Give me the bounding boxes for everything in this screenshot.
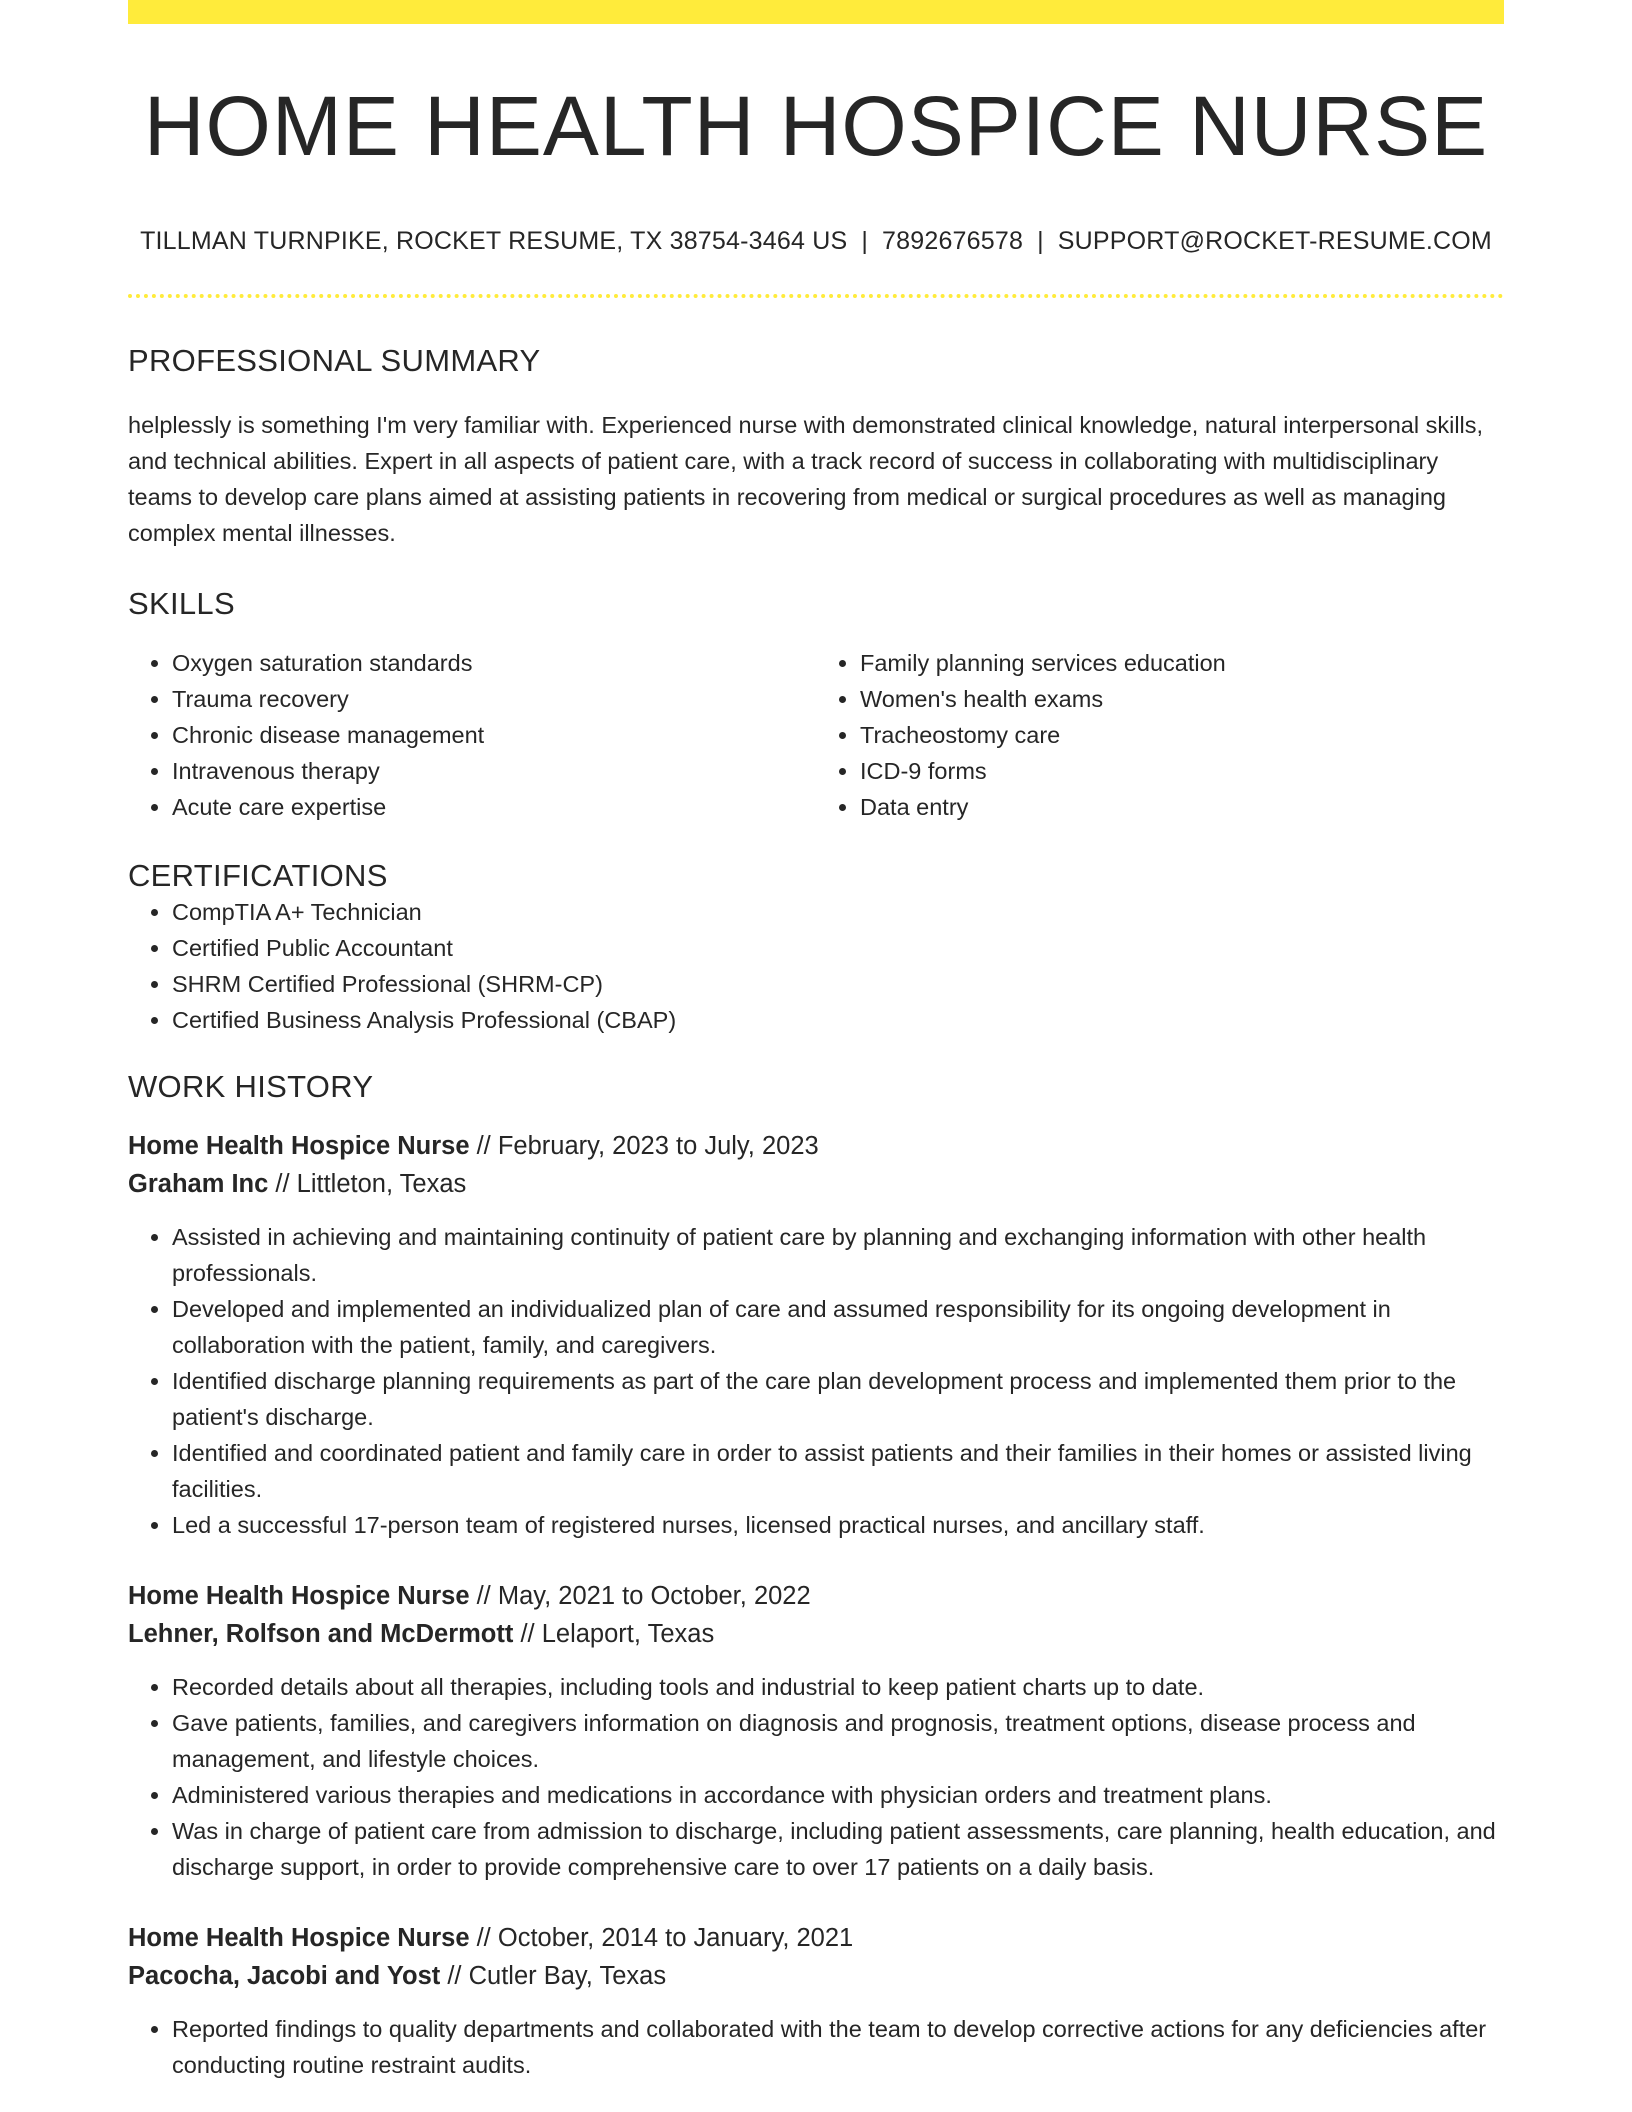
section-title-work-history: WORK HISTORY (128, 1068, 374, 1104)
skill-item: • Family planning services education (860, 645, 1504, 681)
job-bullet: • Developed and implemented an individualized plan of care and assumed responsibility for its ongoing development in collaboration with the patient, family, and caregivers. (172, 1291, 1504, 1363)
job-title-line (128, 1127, 1504, 1165)
certifications-list (128, 894, 1504, 1038)
skills-grid (128, 645, 1504, 825)
summary-text: helplessly is something I'm very familiar with. Experienced nurse with demonstrated clinical knowledge, natural interpersonal skills, and technical abilities. Expert in all aspects of patient care, with a track record of success in collaborating with multidisciplinary teams to develop care plans aimed at assisting patients in recovering from medical or surgical procedures as well as managing complex mental illnesses. (128, 412, 1484, 547)
skills-list-left (128, 645, 816, 825)
job-title: Home Health Hospice Nurse (128, 1131, 470, 1160)
skill-item: • ICD-9 forms (860, 753, 1504, 789)
resume-page (128, 0, 1504, 2083)
contact-separator: | (861, 227, 869, 256)
job-bullets (128, 1669, 1504, 1885)
job-entry-2 (128, 1577, 1504, 1885)
job-title-line (128, 1577, 1504, 1615)
skill-item: • Women's health exams (860, 681, 1504, 717)
job-bullet: • Identified discharge planning requirements as part of the care plan development process and implemented them prior to the patient's discharge. (172, 1363, 1504, 1435)
job-bullets (128, 2011, 1504, 2083)
job-bullets (128, 1219, 1504, 1543)
job-location: // Cutler Bay, Texas (440, 1961, 667, 1990)
skills-list-right (816, 645, 1504, 825)
job-title-line (128, 1919, 1504, 1957)
job-bullet: • Gave patients, families, and caregivers information on diagnosis and prognosis, treatment options, disease process and management, and lifestyle choices. (172, 1705, 1504, 1777)
section-title-certifications: CERTIFICATIONS (128, 857, 388, 893)
top-accent-bar (128, 0, 1504, 24)
job-bullet: • Recorded details about all therapies, including tools and industrial to keep patient charts up to date. (172, 1669, 1504, 1705)
job-entry-3 (128, 1919, 1504, 2083)
contact-address: TILLMAN TURNPIKE, ROCKET RESUME, TX 38754-3464 US (140, 227, 848, 256)
dotted-divider (128, 294, 1504, 298)
section-title-skills: SKILLS (128, 586, 235, 622)
job-bullet: • Assisted in achieving and maintaining continuity of patient care by planning and exchanging information with other health professionals. (172, 1219, 1504, 1291)
certification-item: • CompTIA A+ Technician (172, 894, 1504, 930)
job-dates: // May, 2021 to October, 2022 (469, 1581, 811, 1610)
job-company-line (128, 1615, 1504, 1653)
contact-email[interactable]: SUPPORT@ROCKET-RESUME.COM (1057, 227, 1492, 256)
job-company: Graham Inc (128, 1169, 269, 1198)
skill-item: • Intravenous therapy (172, 753, 816, 789)
resume-name: HOME HEALTH HOSPICE NURSE (143, 79, 1489, 173)
job-dates: // October, 2014 to January, 2021 (469, 1923, 854, 1952)
job-dates: // February, 2023 to July, 2023 (469, 1131, 819, 1160)
contact-separator: | (1037, 227, 1044, 256)
job-title: Home Health Hospice Nurse (128, 1581, 470, 1610)
certification-item: • Certified Business Analysis Professional (CBAP) (172, 1002, 1504, 1038)
certification-item: • SHRM Certified Professional (SHRM-CP) (172, 966, 1504, 1002)
skill-item: • Oxygen saturation standards (172, 645, 816, 681)
skill-item: • Data entry (860, 789, 1504, 825)
job-bullet: • Led a successful 17-person team of registered nurses, licensed practical nurses, and ancillary staff. (172, 1507, 1504, 1543)
job-bullet: • Reported findings to quality departments and collaborated with the team to develop corrective actions for any deficiencies after conducting routine restraint audits. (172, 2011, 1504, 2083)
job-bullet: • Identified and coordinated patient and family care in order to assist patients and their families in their homes or assisted living facilities. (172, 1435, 1504, 1507)
certification-item: • Certified Public Accountant (172, 930, 1504, 966)
job-location: // Littleton, Texas (268, 1169, 467, 1198)
skill-item: • Tracheostomy care (860, 717, 1504, 753)
job-company: Lehner, Rolfson and McDermott (128, 1619, 514, 1648)
job-title: Home Health Hospice Nurse (128, 1923, 470, 1952)
contact-phone[interactable]: 7892676578 (882, 227, 1024, 256)
skill-item: • Chronic disease management (172, 717, 816, 753)
job-company-line (128, 1957, 1504, 1995)
section-title-summary: PROFESSIONAL SUMMARY (128, 343, 541, 379)
job-location: // Lelaport, Texas (513, 1619, 715, 1648)
job-bullet: • Administered various therapies and medications in accordance with physician orders and treatment plans. (172, 1777, 1504, 1813)
job-company: Pacocha, Jacobi and Yost (128, 1961, 441, 1990)
skill-item: • Trauma recovery (172, 681, 816, 717)
job-company-line (128, 1165, 1504, 1203)
job-bullet: • Was in charge of patient care from admission to discharge, including patient assessments, care planning, health education, and discharge support, in order to provide comprehensive care to over 17 patients on a daily basis. (172, 1813, 1504, 1885)
skill-item: • Acute care expertise (172, 789, 816, 825)
contact-line (128, 226, 1504, 256)
job-entry-1 (128, 1127, 1504, 1543)
